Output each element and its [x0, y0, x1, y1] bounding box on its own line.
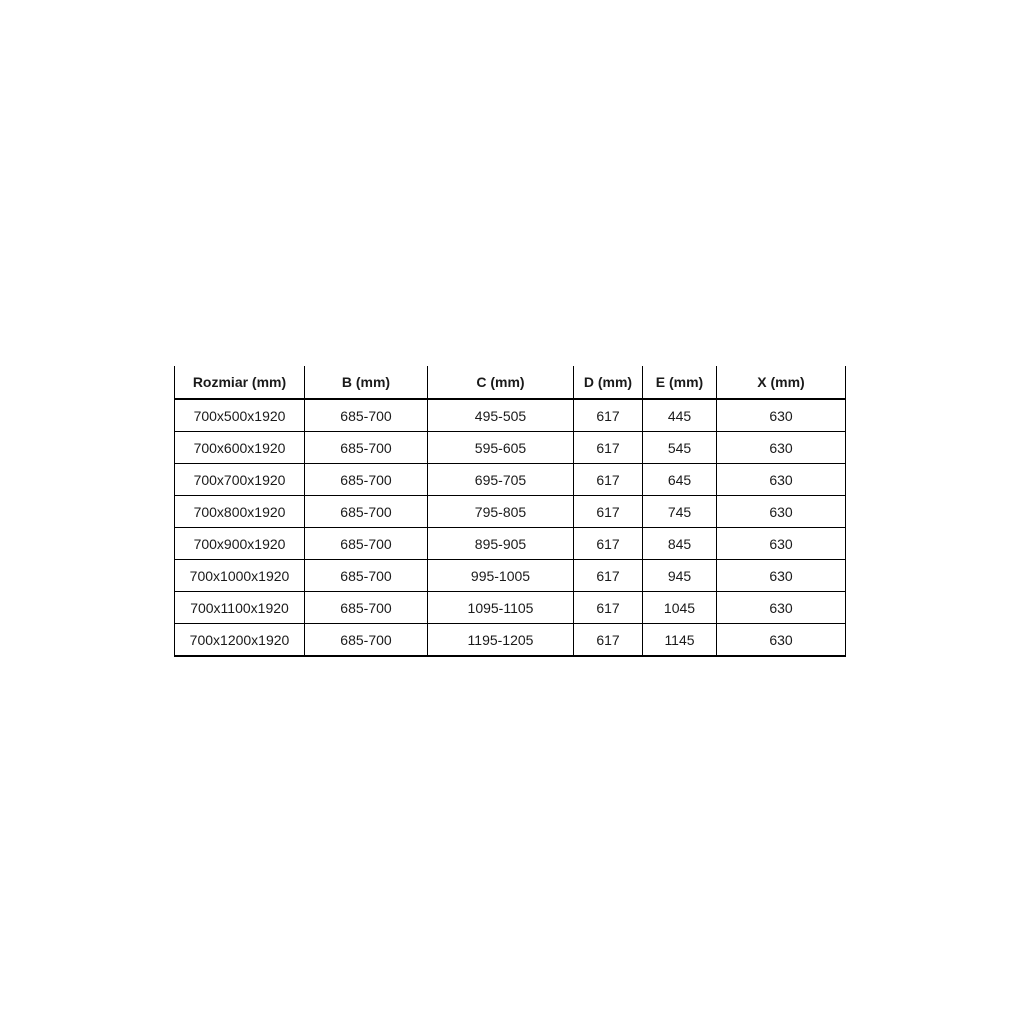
table-cell: 630 — [717, 624, 846, 657]
table-cell: 630 — [717, 464, 846, 496]
table-cell: 630 — [717, 432, 846, 464]
table-cell: 617 — [574, 432, 643, 464]
table-cell: 685-700 — [305, 496, 428, 528]
table-cell: 617 — [574, 464, 643, 496]
table-cell: 685-700 — [305, 624, 428, 657]
table-cell: 845 — [643, 528, 717, 560]
column-header-e: E (mm) — [643, 366, 717, 399]
table-cell: 617 — [574, 592, 643, 624]
table-cell: 700x1100x1920 — [175, 592, 305, 624]
table-cell: 700x900x1920 — [175, 528, 305, 560]
table-cell: 495-505 — [428, 399, 574, 432]
table-cell: 1145 — [643, 624, 717, 657]
column-header-rozmiar: Rozmiar (mm) — [175, 366, 305, 399]
table-cell: 630 — [717, 399, 846, 432]
table-cell: 445 — [643, 399, 717, 432]
column-header-d: D (mm) — [574, 366, 643, 399]
column-header-x: X (mm) — [717, 366, 846, 399]
table-cell: 685-700 — [305, 399, 428, 432]
table-row — [175, 528, 846, 560]
table-cell: 685-700 — [305, 560, 428, 592]
table-cell: 617 — [574, 624, 643, 657]
table-cell: 617 — [574, 496, 643, 528]
table-row — [175, 432, 846, 464]
table-cell: 695-705 — [428, 464, 574, 496]
table-cell: 700x600x1920 — [175, 432, 305, 464]
table-row — [175, 592, 846, 624]
header-row — [175, 366, 846, 399]
table-cell: 630 — [717, 592, 846, 624]
table-cell: 630 — [717, 496, 846, 528]
sizes-table — [174, 366, 846, 657]
table-row — [175, 560, 846, 592]
table-row — [175, 496, 846, 528]
table-cell: 700x1200x1920 — [175, 624, 305, 657]
table-cell: 617 — [574, 528, 643, 560]
table-cell: 685-700 — [305, 592, 428, 624]
table-cell: 1095-1105 — [428, 592, 574, 624]
table-cell: 700x500x1920 — [175, 399, 305, 432]
table-cell: 895-905 — [428, 528, 574, 560]
table-cell: 630 — [717, 560, 846, 592]
table-row — [175, 624, 846, 657]
table-cell: 685-700 — [305, 464, 428, 496]
table-row — [175, 464, 846, 496]
table-cell: 1045 — [643, 592, 717, 624]
table-cell: 700x700x1920 — [175, 464, 305, 496]
table-cell: 595-605 — [428, 432, 574, 464]
table-cell: 617 — [574, 560, 643, 592]
table-row — [175, 399, 846, 432]
table-cell: 745 — [643, 496, 717, 528]
table-cell: 630 — [717, 528, 846, 560]
table-cell: 645 — [643, 464, 717, 496]
column-header-b: B (mm) — [305, 366, 428, 399]
table-cell: 685-700 — [305, 432, 428, 464]
table-cell: 1195-1205 — [428, 624, 574, 657]
table-cell: 545 — [643, 432, 717, 464]
column-header-c: C (mm) — [428, 366, 574, 399]
table-cell: 685-700 — [305, 528, 428, 560]
table-cell: 795-805 — [428, 496, 574, 528]
table-cell: 700x1000x1920 — [175, 560, 305, 592]
table-cell: 617 — [574, 399, 643, 432]
table-cell: 700x800x1920 — [175, 496, 305, 528]
table-cell: 995-1005 — [428, 560, 574, 592]
table-cell: 945 — [643, 560, 717, 592]
